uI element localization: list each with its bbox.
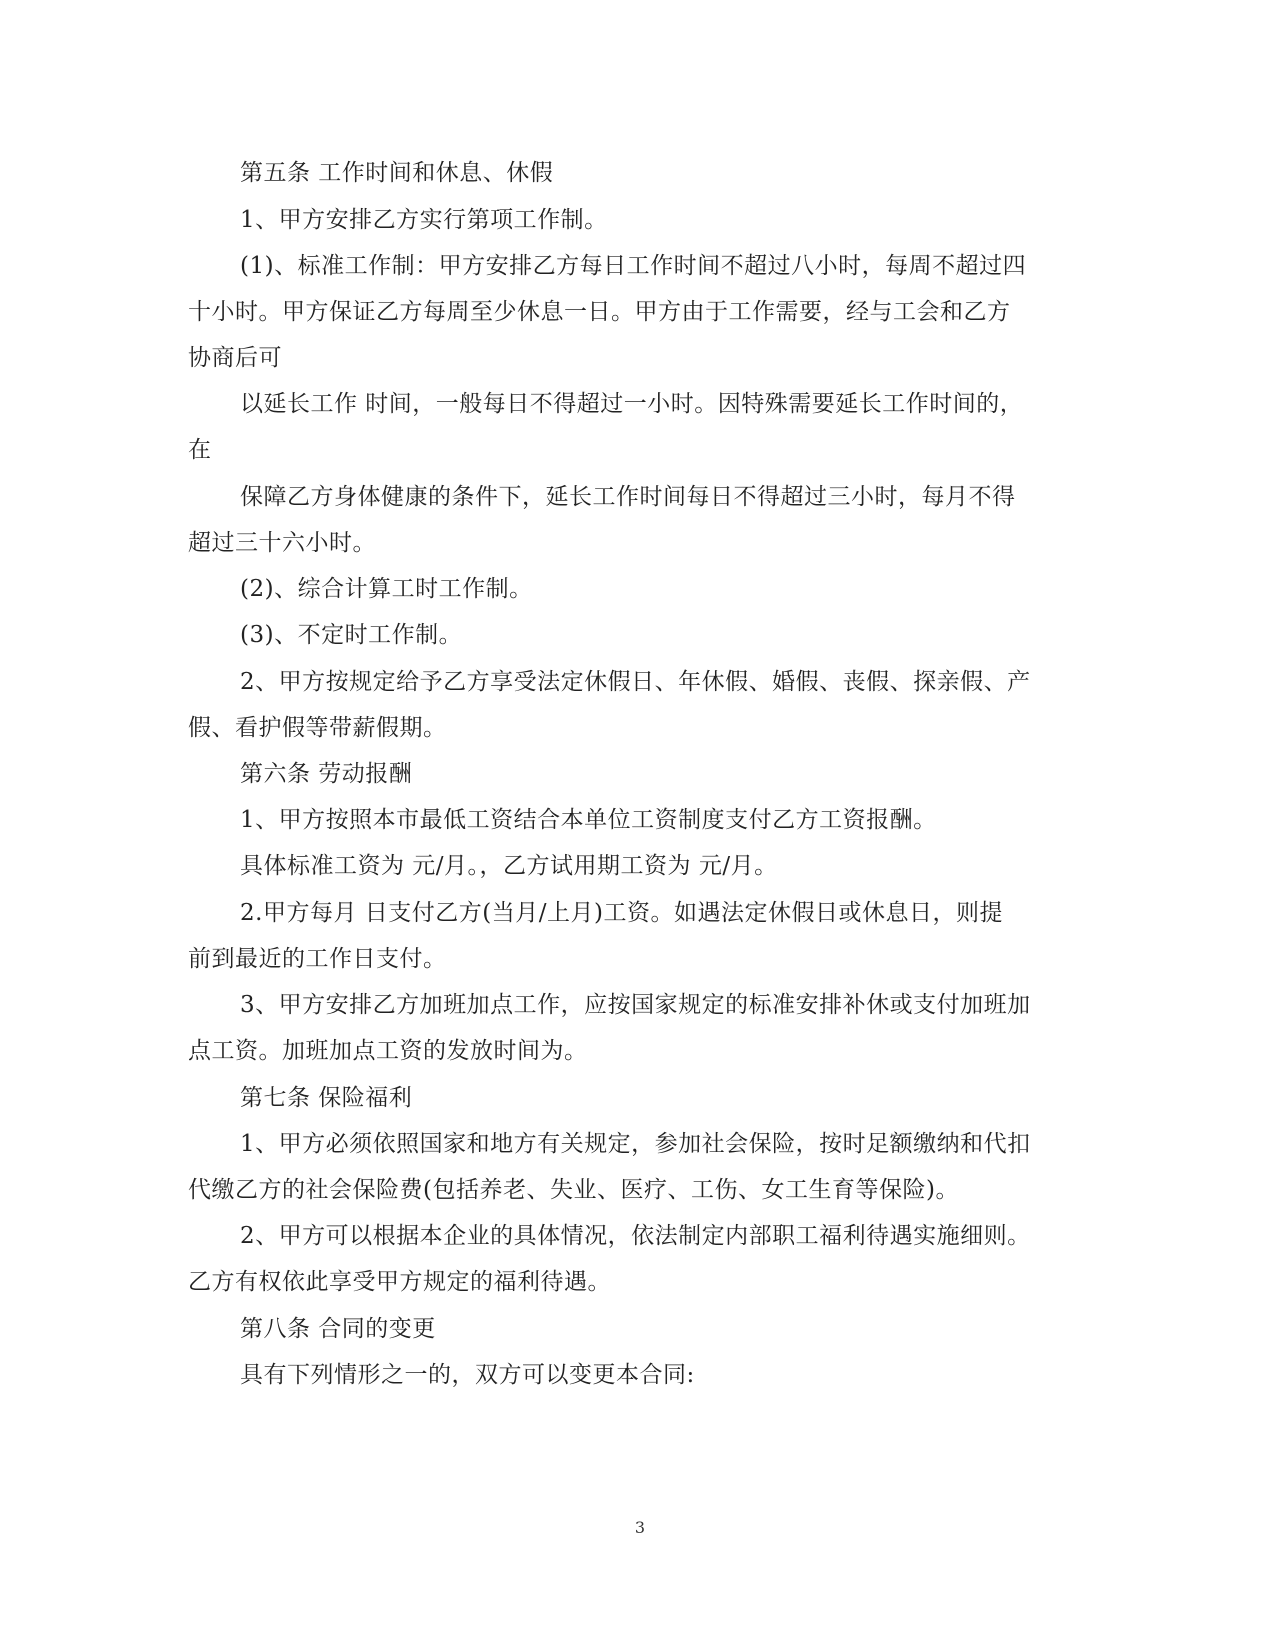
paragraph-line: 超过三十六小时。 [188,530,376,556]
paragraph-line: 以延长工作 时间，一般每日不得超过一小时。因特殊需要延长工作时间的， [240,391,1024,417]
paragraph-line: 保障乙方身体健康的条件下，延长工作时间每日不得超过三小时，每月不得 [240,484,1016,510]
paragraph-line: 具有下列情形之一的，双方可以变更本合同: [240,1362,695,1388]
paragraph-line: 前到最近的工作日支付。 [188,946,447,972]
paragraph-line: 1、甲方按照本市最低工资结合本单位工资制度支付乙方工资报酬。 [240,807,937,833]
article-5-heading: 第五条 工作时间和休息、休假 [240,160,554,186]
page-number: 3 [634,1518,646,1537]
paragraph-line: 协商后可 [188,345,282,371]
paragraph-line: 点工资。加班加点工资的发放时间为。 [188,1038,588,1064]
paragraph-line: (2)、综合计算工时工作制。 [240,576,533,602]
paragraph-line: 乙方有权依此享受甲方规定的福利待遇。 [188,1269,611,1295]
paragraph-line: 2、甲方按规定给予乙方享受法定休假日、年休假、婚假、丧假、探亲假、产 [240,669,1031,695]
paragraph-line: 2.甲方每月 日支付乙方(当月/上月)工资。如遇法定休假日或休息日，则提 [240,900,1003,926]
paragraph-line: 2、甲方可以根据本企业的具体情况，依法制定内部职工福利待遇实施细则。 [240,1223,1031,1249]
paragraph-line: 具体标准工资为 元/月。，乙方试用期工资为 元/月。 [240,853,778,879]
paragraph-line: (3)、不定时工作制。 [240,622,463,648]
paragraph-line: 3、甲方安排乙方加班加点工作，应按国家规定的标准安排补休或支付加班加 [240,992,1031,1018]
paragraph-line: 假、看护假等带薪假期。 [188,715,447,741]
paragraph-line: 1、甲方必须依照国家和地方有关规定，参加社会保险，按时足额缴纳和代扣 [240,1131,1031,1157]
paragraph-line: (1)、标准工作制：甲方安排乙方每日工作时间不超过八小时，每周不超过四 [240,253,1027,279]
paragraph-line: 1、甲方安排乙方实行第项工作制。 [240,207,608,233]
article-7-heading: 第七条 保险福利 [240,1085,413,1111]
article-6-heading: 第六条 劳动报酬 [240,761,413,787]
paragraph-line: 在 [188,437,212,463]
article-8-heading: 第八条 合同的变更 [240,1316,436,1342]
paragraph-line: 代缴乙方的社会保险费(包括养老、失业、医疗、工伤、女工生育等保险)。 [188,1177,959,1203]
paragraph-line: 十小时。甲方保证乙方每周至少休息一日。甲方由于工作需要，经与工会和乙方 [188,299,1011,325]
